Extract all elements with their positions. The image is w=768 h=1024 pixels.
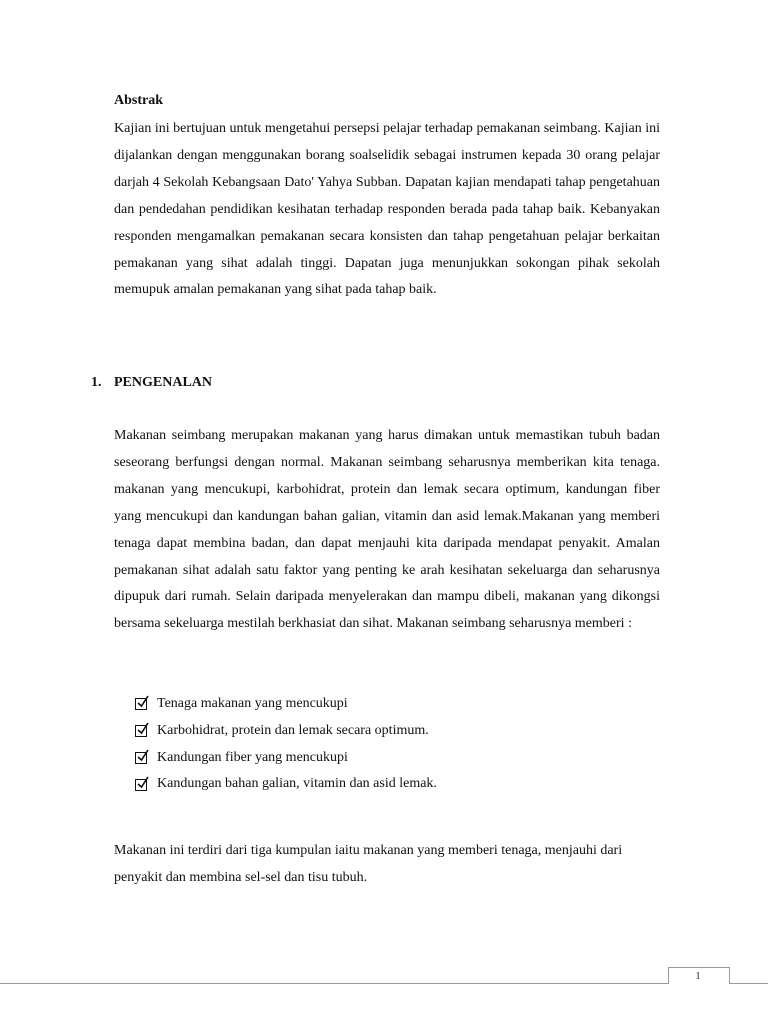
list-item <box>135 745 437 772</box>
list-item-text: Kandungan fiber yang mencukupi <box>157 749 348 765</box>
checked-box-icon <box>135 698 147 710</box>
checklist <box>135 691 437 798</box>
abstract-heading: Abstrak <box>114 93 164 108</box>
checked-box-icon <box>135 779 147 791</box>
list-item <box>135 771 437 798</box>
list-item <box>135 691 437 718</box>
section-heading <box>91 374 212 392</box>
footer-divider <box>0 983 768 984</box>
list-item-text: Kandungan bahan galian, vitamin dan asid lemak. <box>157 776 437 792</box>
list-item-text: Tenaga makanan yang mencukupi <box>157 696 348 711</box>
section-title: PENGENALAN <box>114 375 213 390</box>
closing-paragraph: Makanan ini terdiri dari tiga kumpulan iaitu makanan yang memberi tenaga, menjauhi dari penyakit dan membina sel-sel dan tisu tubuh. <box>114 843 623 885</box>
section-number: 1. <box>91 375 102 390</box>
list-item <box>135 718 437 745</box>
checked-box-icon <box>135 725 147 737</box>
checked-box-icon <box>135 752 147 764</box>
abstract-body: Kajian ini bertujuan untuk mengetahui persepsi pelajar terhadap pemakanan seimbang. Kajian ini dijalankan dengan menggunakan borang soalselidik sebagai instrumen kepada 30 orang pelajar darjah 4 Sekolah Kebangsaan Dato' Yahya Subban. Dapatan kajian mendapati tahap pengetahuan dan pendedahan pendidikan kesihatan terhadap responden berada pada tahap baik. Kebanyakan responden mengamalkan pemakanan secara konsisten dan tahap pengetahuan pelajar berkaitan pemakanan yang sihat adalah tinggi. Dapatan juga menunjukkan sokongan pihak sekolah memupuk amalan pemakanan yang sihat pada tahap baik. <box>114 121 660 298</box>
page-number: 1 <box>695 970 701 982</box>
intro-paragraph: Makanan seimbang merupakan makanan yang harus dimakan untuk memastikan tubuh badan seseorang berfungsi dengan normal. Makanan seimbang seharusnya memberikan kita tenaga. makanan yang mencukupi, karbohidrat, protein dan lemak secara optimum, kandungan fiber yang mencukupi dan kandungan bahan galian, vitamin dan asid lemak.Makanan yang memberi tenaga dapat membina badan, dan dapat menjauhi kita daripada mendapat penyakit. Amalan pemakanan sihat adalah satu faktor yang penting ke arah kesihatan sekeluarga dan seharusnya dipupuk dari rumah. Selain daripada menyelerakan dan mampu dibeli, makanan yang dikongsi bersama sekeluarga mestilah berkhasiat dan sihat. Makanan seimbang seharusnya memberi : <box>114 428 660 632</box>
list-item-text: Karbohidrat, protein dan lemak secara optimum. <box>157 722 429 738</box>
